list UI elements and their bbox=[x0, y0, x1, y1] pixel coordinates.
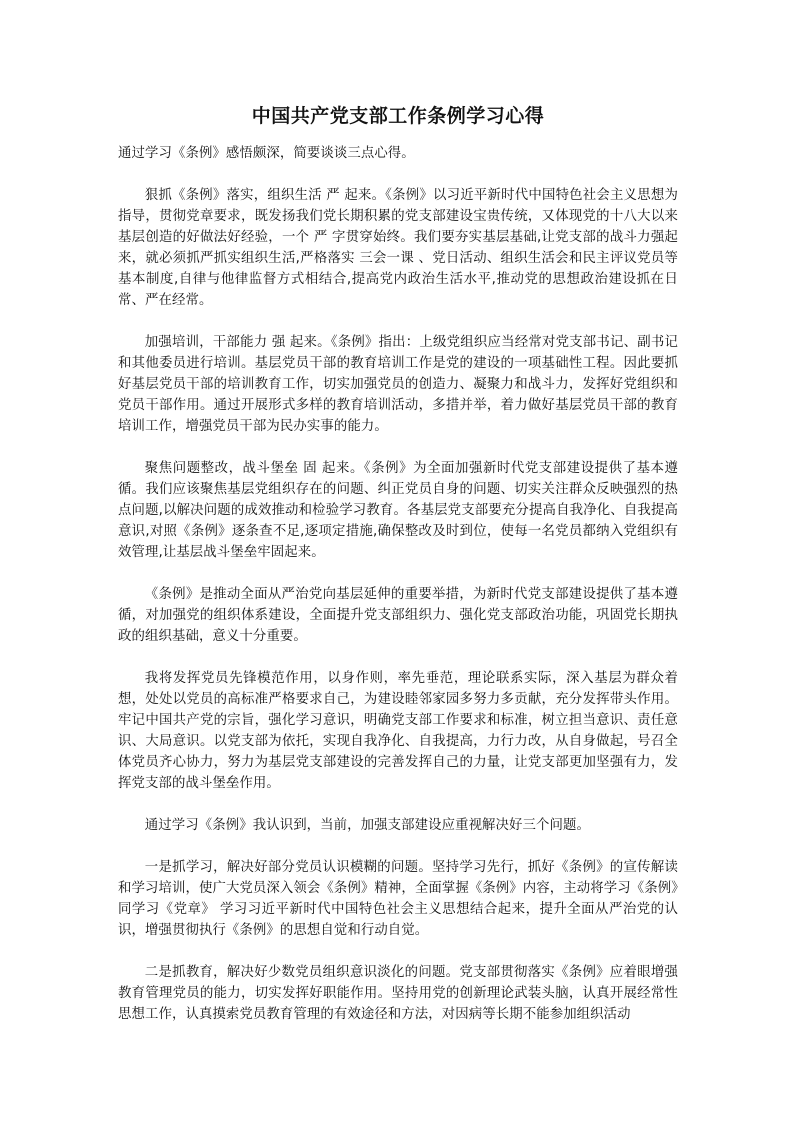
paragraph-strict: 狠抓《条例》落实，组织生活 严 起来。《条例》以习近平新时代中国特色社会主义思想为指导，贯彻党章要求，既发扬我们党长期积累的党支部建设宝贵传统，又体现党的十八大以来基层创造的好做法好经验，一个 严 字贯穿始终。我们要夯实基层基础,让党支部的战斗力强起来，就必须抓严抓实组织生活,严格落实 三会一课 、党日活动、组织生活会和民主评议党员等基本制度,自律与他律监督方式相结合,提高党内政治生活水平,推动党的思想政治建设抓在日常、严在经常。 bbox=[118, 188, 678, 308]
paragraph-training: 加强培训，干部能力 强 起来。《条例》指出：上级党组织应当经常对党支部书记、副书记和其他委员进行培训。基层党员干部的教育培训工作是党的建设的一项基础性工程。因此要抓好基层党员干部的培训教育工作，切实加强党员的创造力、凝聚力和战斗力，发挥好党组织和党员干部作用。通过开展形式多样的教育培训活动，多措并举，着力做好基层党员干部的教育培训工作，增强党员干部为民办实事的能力。 bbox=[118, 335, 678, 434]
paragraph-three-problems: 通过学习《条例》我认识到，当前，加强支部建设应重视解决好三个问题。 bbox=[144, 818, 590, 833]
paragraph-commitment: 我将发挥党员先锋模范作用，以身作则，率先垂范，理论联系实际，深入基层为群众着想，处处以党员的高标准严格要求自己，为建设睦邻家园多努力多贡献，充分发挥带头作用。牢记中国共产党的宗旨，强化学习意识，明确党支部工作要求和标准，树立担当意识、责任意识、大局意识。以党支部为依托，实现自我净化、自我提高，力行力改，从自身做起，号召全体党员齐心协力，努力为基层党支部建设的完善发挥自己的力量，让党支部更加坚强有力，发挥党支部的战斗堡垒作用。 bbox=[118, 671, 678, 791]
paragraph-education: 二是抓教育，解决好少数党员组织意识淡化的问题。党支部贯彻落实《条例》应着眼增强教育管理党员的能力，切实发挥好职能作用。坚持用党的创新理论武装头脑，认真开展经常性思想工作，认真摸索党员教育管理的有效途径和方法，对因病等长期不能参加组织活动 bbox=[118, 965, 678, 1022]
document-title: 中国共产党支部工作条例学习心得 bbox=[251, 105, 545, 127]
document-page bbox=[118, 100, 678, 1046]
paragraph-study: 一是抓学习，解决好部分党员认识模糊的问题。坚持学习先行，抓好《条例》的宣传解读和学习培训，使广大党员深入领会《条例》精神，全面掌握《条例》内容，主动将学习《条例》同学习《党章》 学习习近平新时代中国特色社会主义思想结合起来，提升全面从严治党的认识，增强贯彻执行《条例》的思想自觉和行动自觉。 bbox=[118, 860, 678, 938]
paragraph-intro: 通过学习《条例》感悟颇深，简要谈谈三点心得。 bbox=[118, 146, 415, 161]
paragraph-significance: 《条例》是推动全面从严治党向基层延伸的重要举措，为新时代党支部建设提供了基本遵循，对加强党的组织体系建设，全面提升党支部组织力、强化党支部政治功能，巩固党长期执政的组织基础，意义十分重要。 bbox=[118, 587, 678, 644]
paragraph-rectification: 聚焦问题整改，战斗堡垒 固 起来。《条例》为全面加强新时代党支部建设提供了基本遵循。我们应该聚焦基层党组织存在的问题、纠正党员自身的问题、切实关注群众反映强烈的热点问题,以解决问题的成效推动和检验学习教育。各基层党支部要充分提高自我净化、自我提高意识,对照《条例》逐条查不足,逐项定措施,确保整改及时到位，使每一名党员都纳入党组织有效管理,让基层战斗堡垒牢固起来。 bbox=[118, 461, 678, 560]
